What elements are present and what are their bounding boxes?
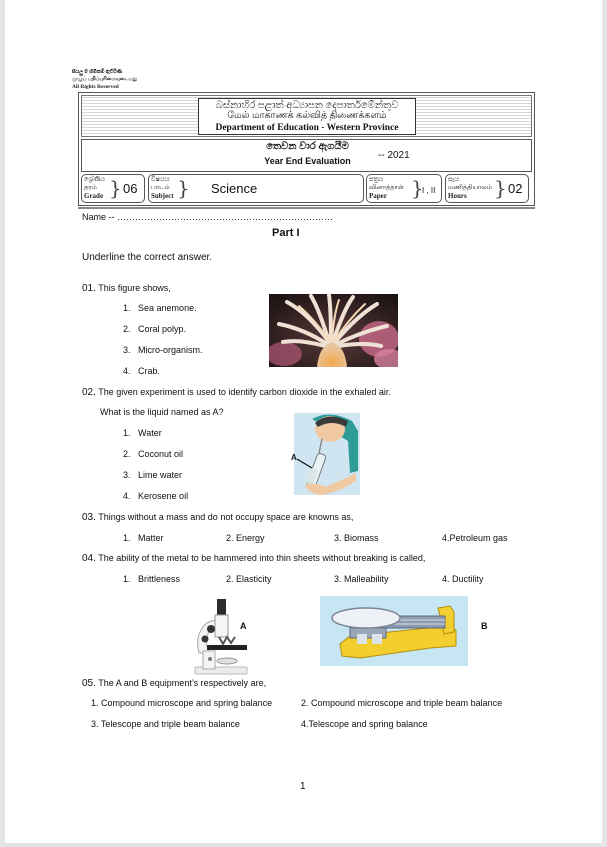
q4-option-4[interactable]: 4. Ductility	[442, 574, 484, 584]
q4-option-3[interactable]: 3. Malleability	[334, 574, 389, 584]
q5-option-2[interactable]: 2. Compound microscope and triple beam balance	[301, 698, 503, 708]
exam-page	[5, 0, 602, 843]
part-title: Part I	[272, 227, 300, 239]
q5-option-3[interactable]: 3. Telescope and triple beam balance	[91, 719, 240, 729]
exhaled-air-experiment-image	[290, 411, 363, 498]
brace-icon: }	[109, 176, 122, 200]
subject-label: විෂයය பாடம் Subject	[151, 176, 174, 200]
paper-label: පත්‍රය வினாத்தாள் Paper	[369, 176, 404, 200]
question-3: 03. Things without a mass and do not occupy space are knowns as,	[82, 512, 354, 523]
brace-icon: }	[177, 176, 190, 200]
q2-option-4[interactable]: 4. Kerosene oil	[123, 491, 189, 501]
department-title-box	[198, 98, 416, 135]
q2-option-3[interactable]: 3. Lime water	[123, 470, 183, 480]
instruction: Underline the correct answer.	[82, 252, 213, 263]
exam-year: -- 2021	[378, 150, 410, 161]
hours-value: 02	[508, 181, 523, 196]
question-2-subtext: What is the liquid named as A?	[100, 407, 224, 417]
q1-option-4[interactable]: 4. Crab.	[123, 366, 161, 376]
q2-option-1[interactable]: 1. Water	[123, 428, 162, 438]
brace-icon: }	[411, 176, 424, 200]
brace-icon: }	[494, 176, 507, 200]
name-field[interactable]: Name -- ………………………………………………………………	[82, 212, 334, 222]
equipment-b-label: B	[481, 621, 488, 631]
q1-option-1[interactable]: 1. Sea anemone.	[123, 303, 197, 313]
q4-option-2[interactable]: 2. Elasticity	[226, 574, 272, 584]
department-sinhala: බස්නාහිර පළාත් අධ්‍යාපන දෙපාර්තමේන්තුව	[215, 100, 399, 111]
rights-english: All Rights Reserved	[72, 84, 119, 90]
rights-sinhala: සියලු ම හිමිකම් ඇවිරිණි	[72, 70, 123, 75]
question-4: 04. The ability of the metal to be hammered into thin sheets without breaking is called,	[82, 553, 426, 564]
q3-option-1[interactable]: 1. Matter	[123, 533, 164, 543]
evaluation-english: Year End Evaluation	[264, 156, 351, 166]
paper-value: I , II	[422, 186, 436, 195]
q3-option-2[interactable]: 2. Energy	[226, 533, 265, 543]
hours-label: පැය மணித்தியாலம் Hours	[448, 176, 493, 200]
q5-option-4[interactable]: 4.Telescope and spring balance	[301, 719, 428, 729]
subject-field	[148, 174, 364, 203]
department-tamil: மேல் மாகாணக் கல்வித் திணைக்களம்	[227, 111, 387, 121]
evaluation-box	[81, 139, 532, 172]
q5-option-1[interactable]: 1. Compound microscope and spring balance	[91, 698, 273, 708]
grade-field	[81, 174, 145, 203]
page-number: 1	[300, 781, 306, 792]
triple-beam-balance-image	[320, 596, 468, 666]
paper-field	[366, 174, 442, 203]
question-5: 05. The A and B equipment’s respectively are,	[82, 678, 267, 689]
question-2: 02. The given experiment is used to identify carbon dioxide in the exhaled air.	[82, 387, 391, 398]
q3-option-4[interactable]: 4.Petroleum gas	[442, 533, 508, 543]
q2-option-2[interactable]: 2. Coconut oil	[123, 449, 184, 459]
sea-anemone-image	[269, 294, 398, 367]
grade-label: ශ්‍රේණිය தரம் Grade	[84, 176, 106, 200]
grade-value: 06	[123, 181, 138, 196]
evaluation-sinhala: තෙවන වාර ඇගයීම	[266, 141, 349, 152]
q1-option-2[interactable]: 2. Coral polyp.	[123, 324, 187, 334]
rights-tamil: முழுப் பதிப்புரிமையுடையது	[72, 77, 138, 82]
q4-option-1[interactable]: 1. Brittleness	[123, 574, 181, 584]
department-english: Department of Education - Western Province	[215, 123, 399, 133]
q1-option-3[interactable]: 3. Micro-organism.	[123, 345, 203, 355]
liquid-a-label: A	[291, 453, 297, 462]
q3-option-3[interactable]: 3. Biomass	[334, 533, 379, 543]
microscope-image	[189, 597, 253, 675]
subject-value: Science	[211, 181, 258, 196]
header-divider	[78, 207, 535, 209]
hours-field	[445, 174, 529, 203]
equipment-a-label: A	[240, 621, 247, 631]
question-1: 01. This figure shows,	[82, 283, 171, 294]
